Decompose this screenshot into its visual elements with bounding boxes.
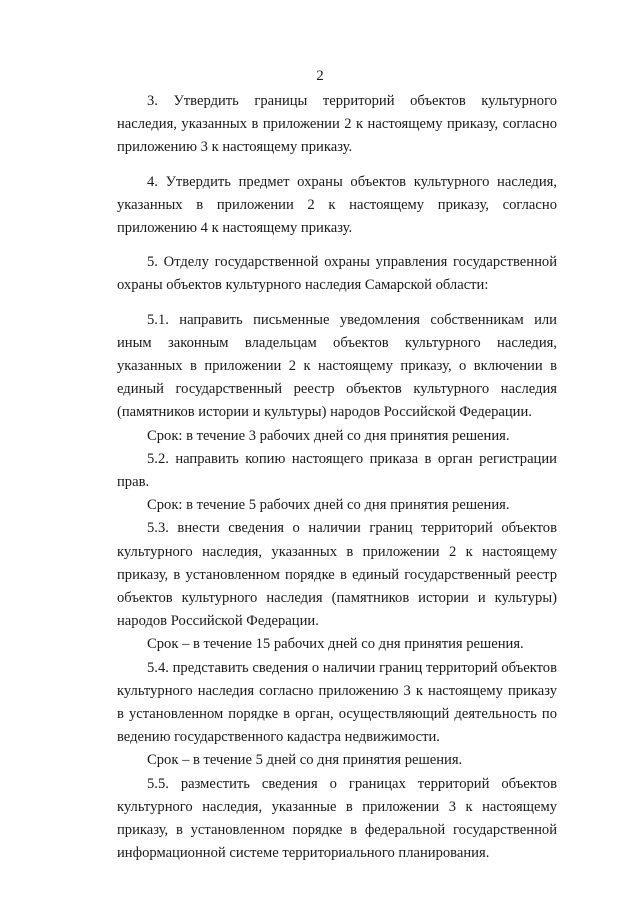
document-body xyxy=(117,90,557,866)
deadline-5-3: Срок – в течение 15 рабочих дней со дня принятия решения. xyxy=(147,636,524,653)
paragraph-5-2-send-copy: 5.2. направить копию настоящего приказа в орган регистрации прав. xyxy=(117,450,557,491)
deadline-5-2: Срок: в течение 5 рабочих дней со дня принятия решения. xyxy=(147,497,510,514)
page-number: 2 xyxy=(316,68,324,84)
paragraph-5-1-notify-owners: 5.1. направить письменные уведомления собственникам или иным законным владельцам объектов культурного наследия, указанных в приложении 2 к настоящему приказу, о включении в единый государственный реестр объектов культурного наследия (памятников истории и культуры) народов Российской Федерации. xyxy=(117,311,557,421)
deadline-5-4: Срок – в течение 5 дней со дня принятия решения. xyxy=(147,752,463,769)
paragraph-4-protection-subject: 4. Утвердить предмет охраны объектов культурного наследия, указанных в приложении 2 к настоящему приказу, согласно приложению 4 к настоящему приказу. xyxy=(117,173,557,237)
paragraph-5-3-enter-registry: 5.3. внести сведения о наличии границ территорий объектов культурного наследия, указанных в приложении 2 к настоящему приказу, в установленном порядке в единый государственный реестр объектов культурного наследия (памятников истории и культуры) народов Российской Федерации. xyxy=(117,520,557,630)
paragraph-5-department-instructions: 5. Отделу государственной охраны управления государственной охраны объектов культурного наследия Самарской области: xyxy=(117,254,557,294)
paragraph-5-5-publish-info: 5.5. разместить сведения о границах территорий объектов культурного наследия, указанные в приложении 3 к настоящему приказу, в установленном порядке в федеральной государственной информационной системе территориального планирования. xyxy=(117,775,557,862)
paragraph-3-territory-boundaries: 3. Утвердить границы территорий объектов культурного наследия, указанных в приложении 2 к настоящему приказу, согласно приложению 3 к настоящему приказу. xyxy=(117,93,557,156)
paragraph-5-4-cadastre-info: 5.4. представить сведения о наличии границ территорий объектов культурного наследия согласно приложению 3 к настоящему приказу в установленном порядке в орган, осуществляющий деятельность по ведению государственного кадастра недвижимости. xyxy=(117,659,557,746)
deadline-5-1: Срок: в течение 3 рабочих дней со дня принятия решения. xyxy=(147,427,510,444)
